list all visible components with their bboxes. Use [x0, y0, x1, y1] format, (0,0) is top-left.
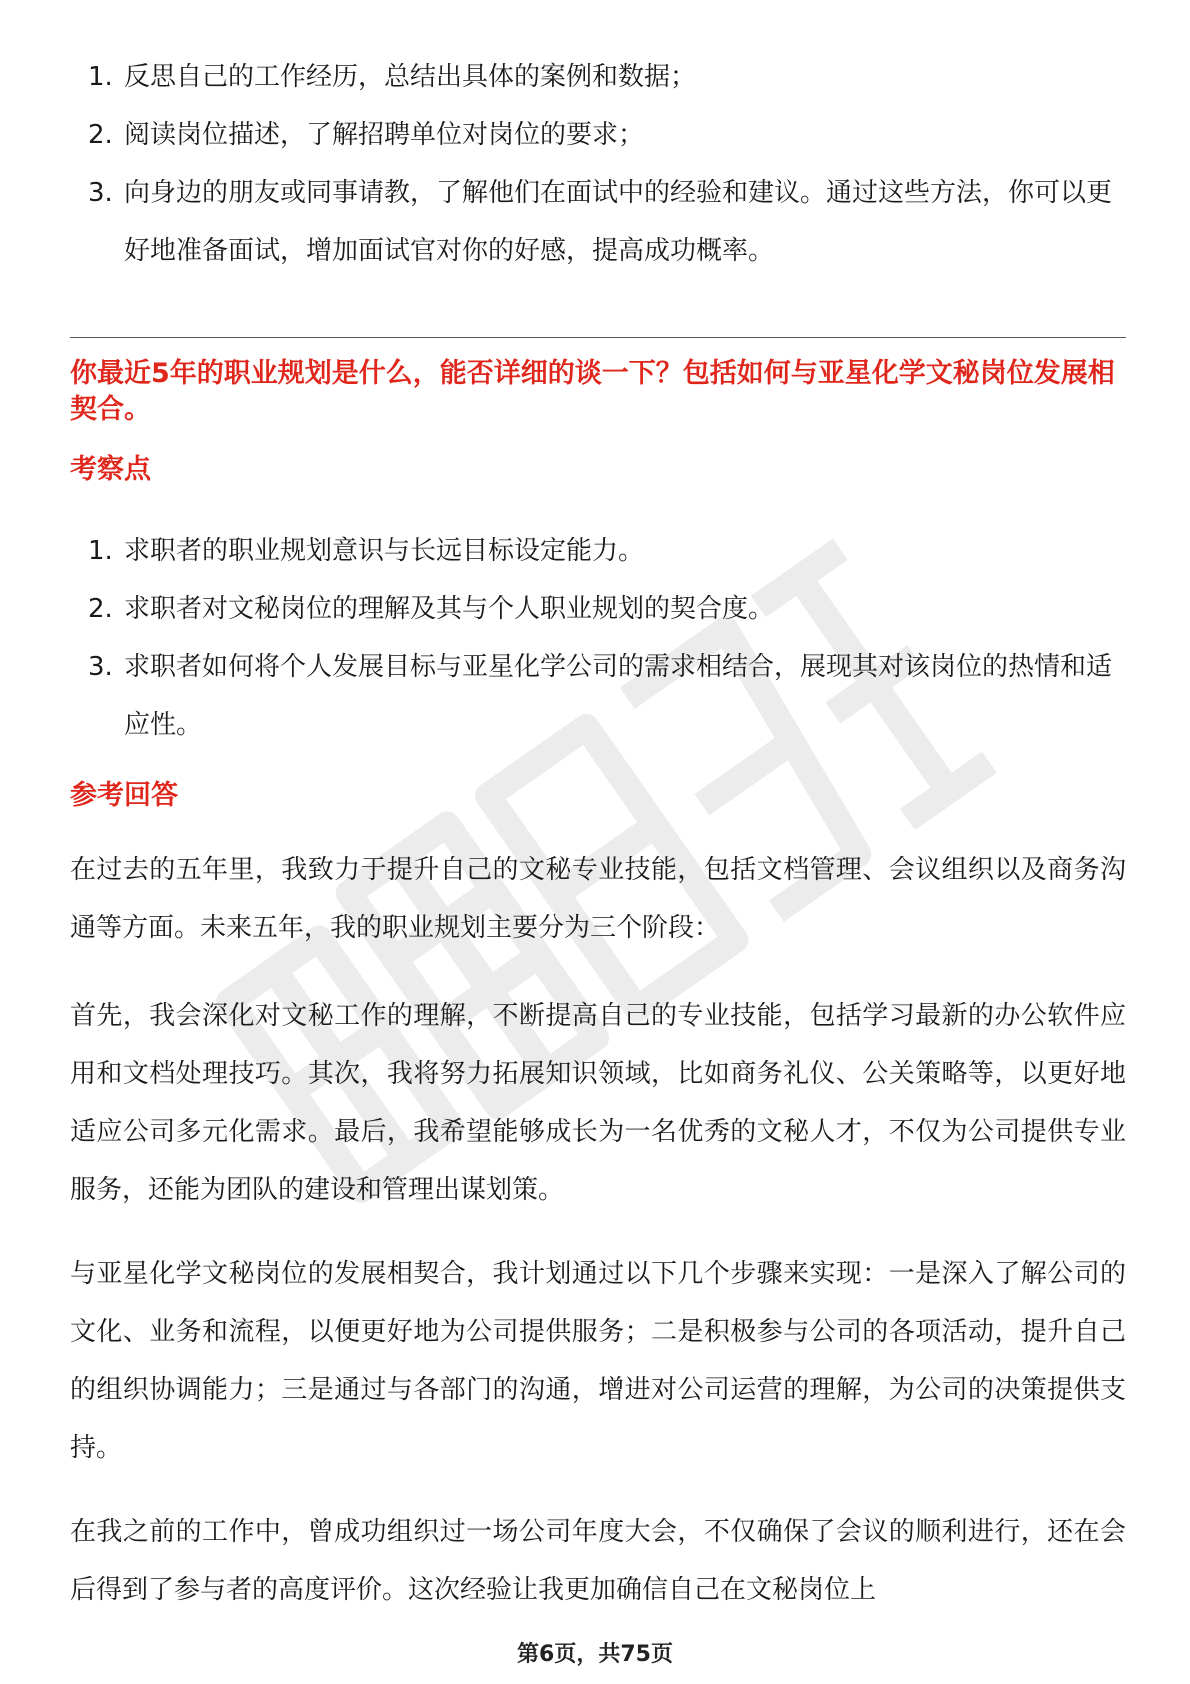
list-item-text: 向身边的朋友或同事请教，了解他们在面试中的经验和建议。通过这些方法，你可以更好地准备面试，增加面试官对你的好感，提高成功概率。 — [124, 178, 1113, 266]
answer-paragraph: 在我之前的工作中，曾成功组织过一场公司年度大会，不仅确保了会议的顺利进行，还在会后得到了参与者的高度评价。这次经验让我更加确信自己在文秘岗位上 — [70, 1517, 1126, 1605]
list-item-text: 反思自己的工作经历，总结出具体的案例和数据； — [124, 62, 697, 92]
prep-tips-list — [68, 48, 1128, 280]
list-item: 1. 求职者的职业规划意识与长远目标设定能力。 — [88, 536, 645, 566]
exam-points-list — [68, 522, 1128, 754]
list-item-text: 阅读岗位描述，了解招聘单位对岗位的要求； — [124, 120, 645, 150]
list-item-text: 求职者的职业规划意识与长远目标设定能力。 — [124, 536, 645, 566]
list-item-text: 求职者对文秘岗位的理解及其与个人职业规划的契合度。 — [124, 594, 775, 624]
answer-paragraph: 首先，我会深化对文秘工作的理解，不断提高自己的专业技能，包括学习最新的办公软件应用和文档处理技巧。其次，我将努力拓展知识领域，比如商务礼仪、公关策略等，以更好地适应公司多元化需求。最后，我希望能够成长为一名优秀的文秘人才，不仅为公司提供专业服务，还能为团队的建设和管理出谋划策。 — [70, 1001, 1126, 1205]
answer-heading: 参考回答 — [70, 780, 178, 811]
exam-points-heading: 考察点 — [70, 454, 151, 485]
answer-paragraph: 与亚星化学文秘岗位的发展相契合，我计划通过以下几个步骤来实现：一是深入了解公司的文化、业务和流程，以便更好地为公司提供服务；二是积极参与公司的各项活动，提升自己的组织协调能力；三是通过与各部门的沟通，增进对公司运营的理解，为公司的决策提供支持。 — [70, 1259, 1126, 1463]
list-item: 1. 反思自己的工作经历，总结出具体的案例和数据； — [88, 62, 697, 92]
page-number: 第6页，共75页 — [517, 1642, 673, 1667]
list-item: 2. 求职者对文秘岗位的理解及其与个人职业规划的契合度。 — [88, 594, 775, 624]
interview-question: 你最近5年的职业规划是什么，能否详细的谈一下？包括如何与亚星化学文秘岗位发展相契合。 — [70, 358, 1115, 425]
section-divider — [70, 337, 1126, 338]
list-item: 3. 求职者如何将个人发展目标与亚星化学公司的需求相结合，展现其对该岗位的热情和适应性。 — [88, 652, 1113, 740]
list-item: 3. 向身边的朋友或同事请教，了解他们在面试中的经验和建议。通过这些方法，你可以更好地准备面试，增加面试官对你的好感，提高成功概率。 — [88, 178, 1113, 266]
answer-paragraph: 在过去的五年里，我致力于提升自己的文秘专业技能，包括文档管理、会议组织以及商务沟通等方面。未来五年，我的职业规划主要分为三个阶段： — [70, 855, 1126, 943]
list-item-text: 求职者如何将个人发展目标与亚星化学公司的需求相结合，展现其对该岗位的热情和适应性。 — [124, 652, 1113, 740]
list-item: 2. 阅读岗位描述，了解招聘单位对岗位的要求； — [88, 120, 645, 150]
